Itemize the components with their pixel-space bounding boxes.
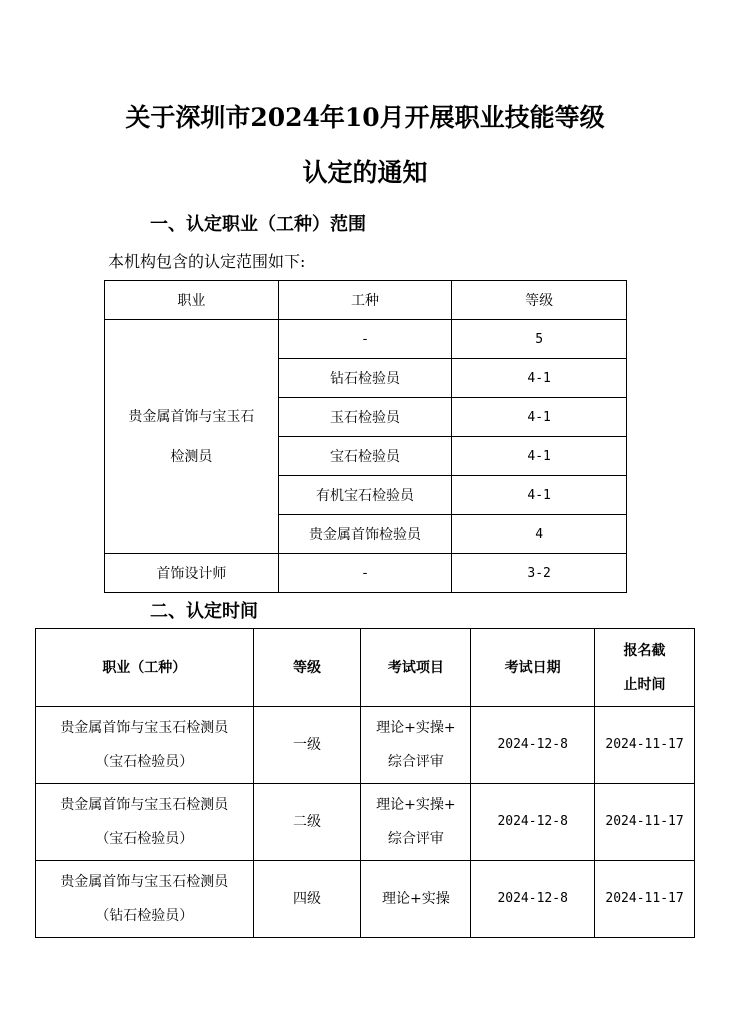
schedule-occupation-cell <box>36 784 254 861</box>
schedule-items-cell <box>361 707 471 784</box>
schedule-items-line2: 综合评审 <box>387 831 444 847</box>
document-title-line2: 认定的通知 <box>302 158 428 187</box>
schedule-occupation-line2: （宝石检验员） <box>95 754 194 770</box>
table-row <box>36 784 695 861</box>
schedule-deadline-cell: 2024-11-17 <box>595 784 695 861</box>
scope-occupation-line2: 检测员 <box>170 448 213 465</box>
schedule-occupation-line1: 贵金属首饰与宝玉石检测员 <box>60 720 229 736</box>
schedule-items-cell: 理论+实操 <box>361 861 471 938</box>
schedule-date-cell: 2024-12-8 <box>471 861 595 938</box>
schedule-date-cell: 2024-12-8 <box>471 784 595 861</box>
table-row <box>105 320 627 359</box>
scope-header-occupation: 职业 <box>105 281 279 320</box>
scope-level-cell: 4 <box>452 515 627 554</box>
section1-heading: 一、认定职业（工种）范围 <box>150 214 366 235</box>
schedule-header-deadline <box>595 629 695 707</box>
schedule-level-cell: 一级 <box>253 707 361 784</box>
scope-table <box>104 280 627 593</box>
schedule-date-cell: 2024-12-8 <box>471 707 595 784</box>
section1-intro: 本机构包含的认定范围如下: <box>108 252 306 271</box>
schedule-items-line1: 理论+实操+ <box>376 720 456 736</box>
scope-level-cell: 3-2 <box>452 554 627 593</box>
schedule-occupation-line2: （钻石检验员） <box>95 908 194 924</box>
scope-header-level: 等级 <box>452 281 627 320</box>
scope-level-cell: 4-1 <box>452 398 627 437</box>
scope-level-cell: 4-1 <box>452 437 627 476</box>
scope-type-cell: 宝石检验员 <box>278 437 452 476</box>
scope-level-cell: 4-1 <box>452 476 627 515</box>
schedule-header-level: 等级 <box>253 629 361 707</box>
schedule-occupation-line2: （宝石检验员） <box>95 831 194 847</box>
schedule-header-items: 考试项目 <box>361 629 471 707</box>
schedule-level-cell: 二级 <box>253 784 361 861</box>
schedule-table <box>35 628 695 938</box>
scope-type-cell: 贵金属首饰检验员 <box>278 515 452 554</box>
table-row <box>36 861 695 938</box>
schedule-deadline-cell: 2024-11-17 <box>595 861 695 938</box>
schedule-occupation-cell <box>36 707 254 784</box>
scope-occupation-line1: 贵金属首饰与宝玉石 <box>128 408 255 425</box>
scope-type-cell: - <box>278 554 452 593</box>
schedule-deadline-cell: 2024-11-17 <box>595 707 695 784</box>
schedule-items-line1: 理论+实操+ <box>376 797 456 813</box>
section2-heading: 二、认定时间 <box>150 601 258 622</box>
scope-table-header-row <box>105 281 627 320</box>
scope-type-cell: - <box>278 320 452 359</box>
schedule-table-header-row <box>36 629 695 707</box>
schedule-items-cell <box>361 784 471 861</box>
scope-header-type: 工种 <box>278 281 452 320</box>
schedule-occupation-line1: 贵金属首饰与宝玉石检测员 <box>60 874 229 890</box>
table-row <box>105 554 627 593</box>
schedule-header-date: 考试日期 <box>471 629 595 707</box>
scope-type-cell: 钻石检验员 <box>278 359 452 398</box>
scope-type-cell: 有机宝石检验员 <box>278 476 452 515</box>
schedule-header-deadline-line1: 报名截 <box>623 642 666 659</box>
schedule-header-occupation: 职业（工种） <box>36 629 254 707</box>
scope-type-cell: 玉石检验员 <box>278 398 452 437</box>
schedule-occupation-line1: 贵金属首饰与宝玉石检测员 <box>60 797 229 813</box>
schedule-level-cell: 四级 <box>253 861 361 938</box>
table-row <box>36 707 695 784</box>
scope-level-cell: 5 <box>452 320 627 359</box>
schedule-items-line2: 综合评审 <box>387 754 444 770</box>
scope-level-cell: 4-1 <box>452 359 627 398</box>
schedule-header-deadline-line2: 止时间 <box>623 676 666 693</box>
scope-occupation-cell <box>105 320 279 554</box>
scope-occupation-cell: 首饰设计师 <box>105 554 279 593</box>
schedule-occupation-cell <box>36 861 254 938</box>
document-title-line1: 关于深圳市2024年10月开展职业技能等级 <box>125 103 605 132</box>
